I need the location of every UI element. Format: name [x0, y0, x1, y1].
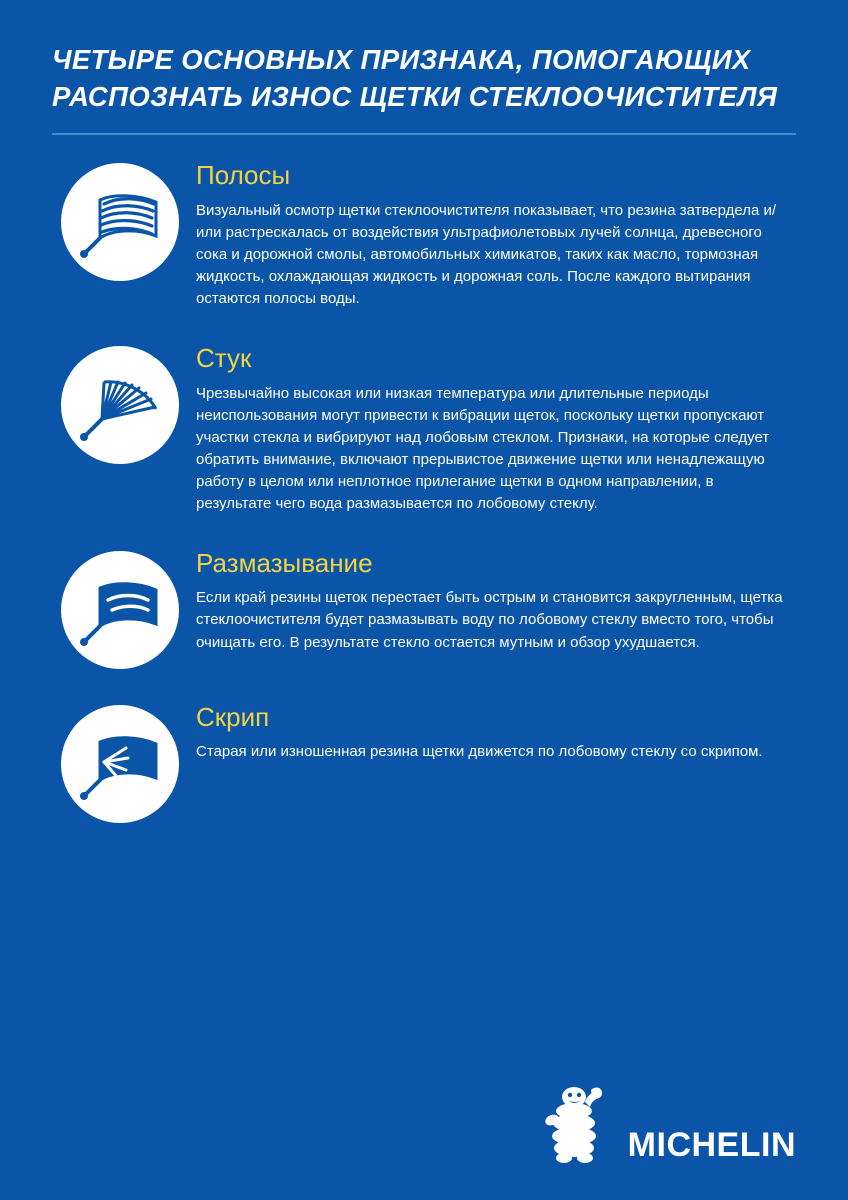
section-list	[52, 161, 796, 823]
icon-container	[52, 344, 188, 464]
page-title: ЧЕТЫРЕ ОСНОВНЫХ ПРИЗНАКА, ПОМОГАЮЩИХ РАСПОЗНАТЬ ИЗНОС ЩЕТКИ СТЕКЛООЧИСТИТЕЛЯ	[52, 44, 778, 112]
brand-wordmark: MICHELIN	[627, 1126, 796, 1164]
wiper-smearing-icon	[61, 551, 179, 669]
section-item	[52, 344, 796, 515]
footer	[544, 1080, 796, 1166]
section-body: Чрезвычайно высокая или низкая температура или длительные периоды неиспользования могут привести к вибрации щеток, поскольку щетки пропускают участки стекла и вибрируют над лобовым стеклом. Признаки, на которые следует обратить внимание, включают прерывистое движение щетки или ненадлежащую работу в целом или неплотное прилегание щетки в одном направлении, в результате чего вода размазывается по лобовому стеклу.	[196, 384, 770, 512]
section-body: Если край резины щеток перестает быть острым и становится закругленным, щетка стеклоочистителя будет размазывать воду по лобовому стеклу вместо того, чтобы очищать его. В результате стекло остается мутным и обзор ухудшается.	[196, 589, 783, 651]
section-item	[52, 549, 796, 669]
bibendum-logo	[544, 1080, 618, 1166]
wiper-chatter-icon	[61, 346, 179, 464]
section-text	[188, 344, 796, 515]
section-item	[52, 161, 796, 310]
section-text	[188, 161, 796, 310]
section-text	[188, 549, 796, 654]
icon-container	[52, 549, 188, 669]
section-title: Полосы	[196, 160, 291, 191]
header	[52, 0, 796, 115]
header-divider	[52, 133, 796, 135]
section-title: Стук	[196, 342, 252, 373]
wiper-squeak-icon	[61, 705, 179, 823]
section-text	[188, 703, 796, 764]
section-body: Визуальный осмотр щетки стеклоочистителя показывает, что резина затвердела и/или растрескалась от воздействия ультрафиолетовых лучей солнца, древесного сока и дорожной смолы, автомобильных химикатов, таких как масло, тормозная жидкость, охлаждающая жидкость и дорожная соль. После каждого вытирания остаются полосы воды.	[196, 201, 777, 307]
wiper-streaks-icon	[61, 163, 179, 281]
icon-container	[52, 161, 188, 281]
section-body: Старая или изношенная резина щетки движется по лобовому стеклу со скрипом.	[196, 743, 763, 761]
section-title: Скрип	[196, 701, 270, 732]
icon-container	[52, 703, 188, 823]
poster-content	[52, 0, 796, 1200]
section-item	[52, 703, 796, 823]
section-title: Размазывание	[196, 547, 373, 578]
